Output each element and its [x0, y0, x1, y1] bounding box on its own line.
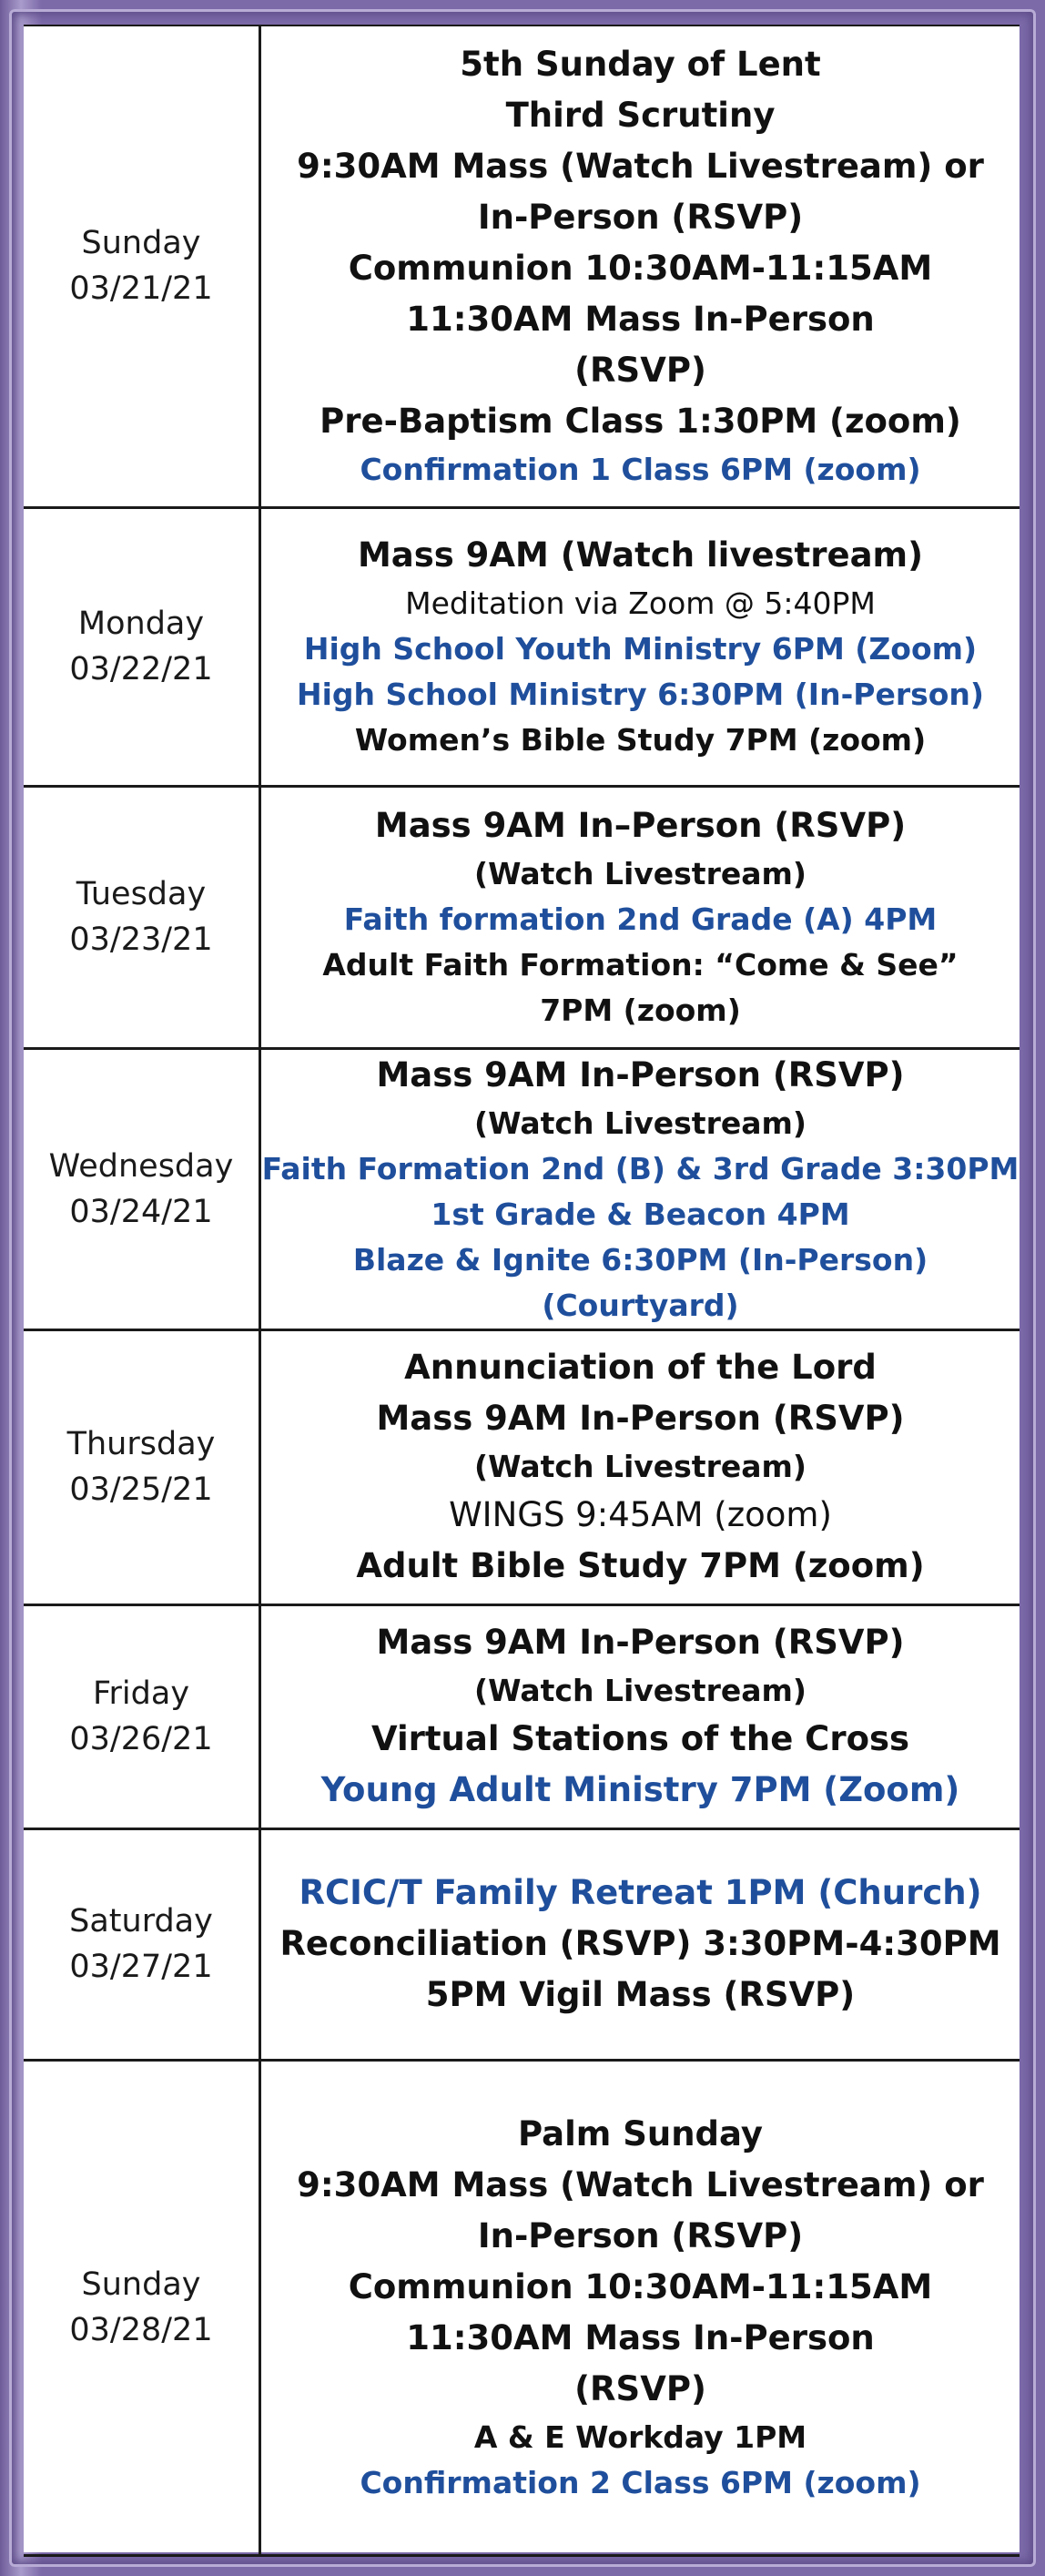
event-line: Mass 9AM (Watch livestream) — [357, 535, 924, 575]
schedule-row — [24, 26, 1020, 507]
event-line: 9:30AM Mass (Watch Livestream) or — [297, 2165, 984, 2204]
day-name: Wednesday — [48, 1147, 234, 1185]
event-line: Pre-Baptism Class 1:30PM (zoom) — [320, 402, 961, 442]
schedule-row — [24, 786, 1020, 1048]
event-line: Confirmation 1 Class 6PM (zoom) — [360, 452, 921, 488]
event-line: RCIC/T Family Retreat 1PM (Church) — [299, 1873, 982, 1912]
events-cell — [260, 26, 1020, 507]
day-name: Friday — [92, 1675, 190, 1712]
day-name: Tuesday — [76, 876, 207, 912]
schedule-row — [24, 1048, 1020, 1329]
event-line: 1st Grade & Beacon 4PM — [431, 1196, 850, 1232]
day-date: 03/28/21 — [69, 2312, 213, 2348]
day-cell — [24, 26, 260, 507]
event-line: Virtual Stations of the Cross — [370, 1719, 910, 1758]
event-line: (Watch Livestream) — [474, 1449, 807, 1484]
event-line: 11:30AM Mass In-Person — [406, 2318, 875, 2357]
event-line: (Watch Livestream) — [474, 856, 807, 891]
event-line: Mass 9AM In-Person (RSVP) — [376, 1399, 905, 1438]
day-name: Sunday — [81, 225, 201, 262]
event-line: WINGS 9:45AM (zoom) — [449, 1495, 832, 1534]
event-line: Reconciliation (RSVP) 3:30PM-4:30PM — [279, 1924, 1001, 1963]
day-name: Monday — [77, 606, 205, 642]
event-line: High School Youth Ministry 6PM (Zoom) — [303, 631, 978, 667]
day-cell — [24, 1329, 260, 1604]
events-cell — [260, 2060, 1020, 2555]
event-line: Communion 10:30AM-11:15AM — [348, 2267, 933, 2306]
schedule-row — [24, 2060, 1020, 2555]
schedule-row — [24, 1604, 1020, 1828]
day-name: Saturday — [69, 1903, 213, 1940]
event-line: 11:30AM Mass In-Person — [406, 300, 875, 340]
events-cell — [260, 1329, 1020, 1604]
event-line: Blaze & Ignite 6:30PM (In-Person) (Courtyard) — [352, 1241, 928, 1323]
schedule-row — [24, 507, 1020, 786]
event-line: (RSVP) — [574, 2369, 706, 2408]
day-date: 03/27/21 — [69, 1949, 213, 1985]
event-line: (Watch Livestream) — [474, 1105, 807, 1141]
day-date: 03/24/21 — [69, 1193, 213, 1230]
events-cell — [260, 1048, 1020, 1329]
day-date: 03/25/21 — [69, 1471, 213, 1508]
event-line: High School Ministry 6:30PM (In-Person) — [296, 677, 985, 712]
event-line: Young Adult Ministry 7PM (Zoom) — [320, 1770, 960, 1809]
event-line: Adult Faith Formation: “Come & See” — [322, 947, 959, 983]
day-cell — [24, 2060, 260, 2555]
event-line: 5th Sunday of Lent — [460, 45, 821, 85]
schedule-row — [24, 1329, 1020, 1604]
event-line: Faith formation 2nd Grade (A) 4PM — [343, 901, 938, 937]
event-line: Mass 9AM In-Person (RSVP) — [376, 1054, 905, 1095]
event-line: Palm Sunday — [518, 2114, 763, 2153]
event-line: In-Person (RSVP) — [477, 2216, 804, 2255]
day-date: 03/26/21 — [69, 1721, 213, 1757]
day-name: Thursday — [66, 1426, 216, 1462]
weekly-schedule-table — [24, 26, 1020, 2557]
day-cell — [24, 1828, 260, 2060]
event-line: Women’s Bible Study 7PM (zoom) — [354, 722, 927, 758]
day-date: 03/23/21 — [69, 921, 213, 958]
event-line: Communion 10:30AM-11:15AM — [348, 249, 933, 289]
day-name: Sunday — [81, 2266, 201, 2303]
event-line: Meditation via Zoom @ 5:40PM — [405, 585, 876, 621]
event-line: In-Person (RSVP) — [477, 198, 804, 238]
day-date: 03/22/21 — [69, 651, 213, 687]
events-cell — [260, 1828, 1020, 2060]
event-line: Confirmation 2 Class 6PM (zoom) — [360, 2465, 921, 2500]
event-line: A & E Workday 1PM — [473, 2419, 807, 2455]
event-line: Annunciation of the Lord — [404, 1348, 877, 1387]
event-line: Mass 9AM In–Person (RSVP) — [374, 806, 907, 845]
day-cell — [24, 1048, 260, 1329]
event-line: (Watch Livestream) — [474, 1673, 807, 1708]
event-line: 7PM (zoom) — [540, 993, 741, 1028]
events-cell — [260, 1604, 1020, 1828]
day-date: 03/21/21 — [69, 270, 213, 308]
events-cell — [260, 507, 1020, 786]
schedule-sheet — [24, 25, 1020, 2552]
schedule-rows — [24, 26, 1020, 2555]
day-cell — [24, 507, 260, 786]
event-line: 5PM Vigil Mass (RSVP) — [425, 1975, 856, 2014]
event-line: Adult Bible Study 7PM (zoom) — [356, 1546, 925, 1585]
day-cell — [24, 786, 260, 1048]
event-line: 9:30AM Mass (Watch Livestream) or — [297, 147, 984, 187]
day-cell — [24, 1604, 260, 1828]
event-line: Mass 9AM In-Person (RSVP) — [376, 1623, 905, 1662]
events-cell — [260, 786, 1020, 1048]
event-line: (RSVP) — [574, 351, 706, 391]
event-line: Third Scrutiny — [505, 96, 776, 136]
schedule-row — [24, 1828, 1020, 2060]
event-line: Faith Formation 2nd (B) & 3rd Grade 3:30PM — [261, 1150, 1020, 1186]
